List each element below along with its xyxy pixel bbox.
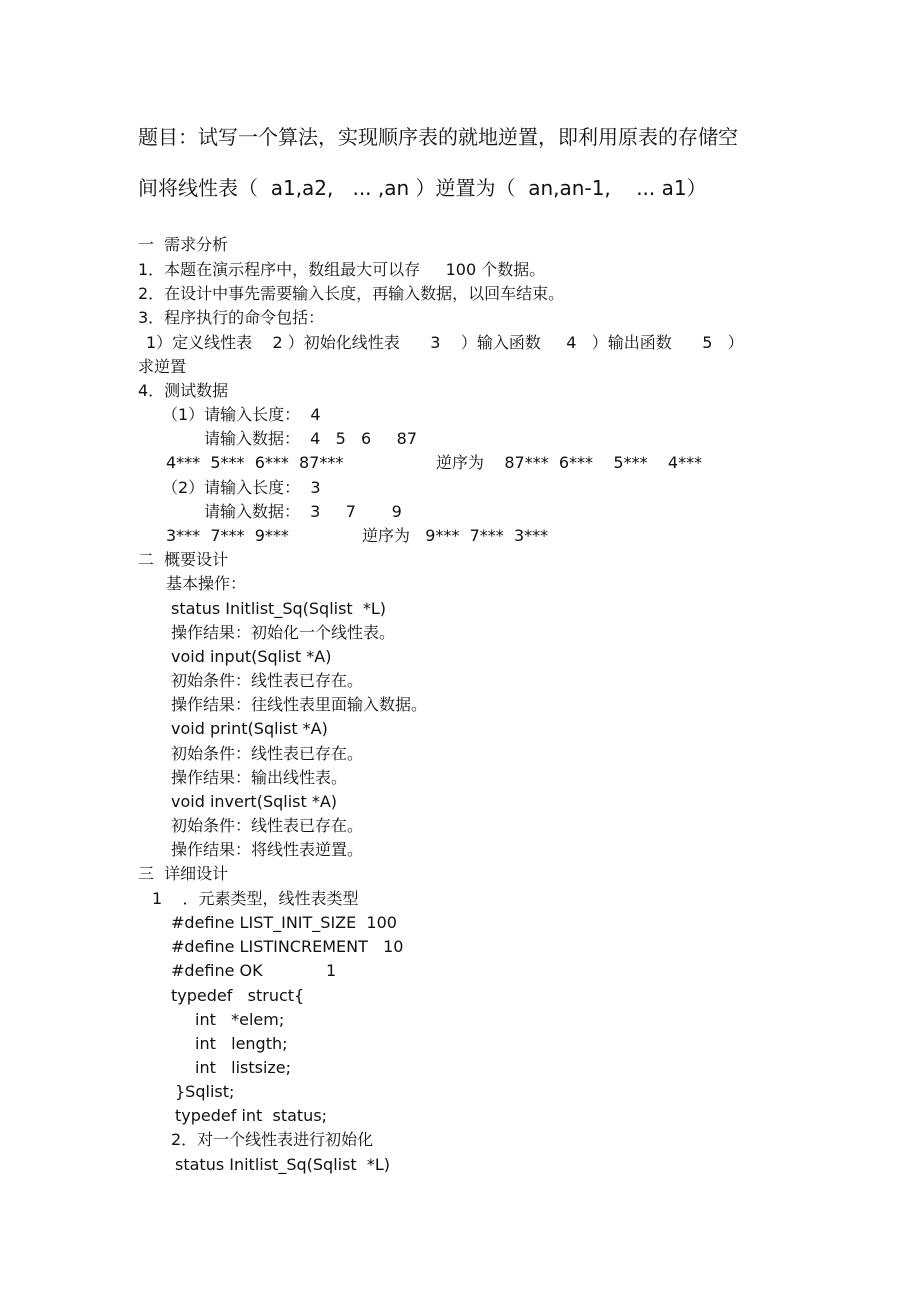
code-field-elem: int *elem; [195, 1010, 285, 1029]
code-typedef-close: }Sqlist; [175, 1082, 235, 1101]
code-define-ok: #define OK [171, 961, 263, 980]
basic-operations-label: 基本操作： [166, 574, 247, 593]
operation-line: 初始条件：线性表已存在。 [171, 816, 364, 835]
operation-line: 初始条件：线性表已存在。 [171, 744, 364, 763]
test1-output-reversed: 逆序为 87*** 6*** 5*** 4*** [436, 453, 703, 472]
subsection-2: 2．对一个线性表进行初始化 [171, 1130, 374, 1149]
operation-line: 初始条件：线性表已存在。 [171, 671, 364, 690]
command-list: 1）定义线性表 2 ）初始化线性表 3 ）输入函数 4 ）输出函数 5 ） [146, 333, 744, 352]
operation-line: 操作结果：输出线性表。 [171, 768, 348, 787]
title-line-2: 间将线性表（ a1,a2, ... ,an ）逆置为（ an,an-1, ... a1） [138, 176, 707, 200]
code-define-list-increment: #define LISTINCREMENT 10 [171, 937, 404, 956]
operation-line: status Initlist_Sq(Sqlist *L) [171, 599, 387, 618]
code-typedef-status: typedef int status; [175, 1106, 328, 1125]
test1-length: （1）请输入长度： 4 [162, 405, 321, 424]
code-typedef-open: typedef struct{ [171, 986, 305, 1005]
section-heading-requirements: 一 需求分析 [138, 235, 229, 254]
test2-output-original: 3*** 7*** 9*** [166, 526, 289, 545]
code-field-length: int length; [195, 1034, 288, 1053]
code-field-listsize: int listsize; [195, 1058, 292, 1077]
operation-line: void input(Sqlist *A) [171, 647, 332, 666]
section-heading-overview: 二 概要设计 [138, 550, 229, 569]
subsection-1: 1 ．元素类型，线性表类型 [152, 889, 359, 908]
code-define-ok-value: 1 [326, 961, 337, 980]
requirement-item-3: 3．程序执行的命令包括： [138, 308, 325, 327]
test1-data: 请输入数据： 4 5 6 87 [204, 429, 418, 448]
requirement-item-4: 4．测试数据 [138, 381, 229, 400]
test2-data: 请输入数据： 3 7 9 [204, 502, 402, 521]
test2-length: （2）请输入长度： 3 [162, 478, 321, 497]
operation-line: void invert(Sqlist *A) [171, 792, 338, 811]
requirement-item-2: 2．在设计中事先需要输入长度，再输入数据，以回车结束。 [138, 284, 565, 303]
code-init-signature: status Initlist_Sq(Sqlist *L) [175, 1155, 391, 1174]
operation-line: 操作结果：将线性表逆置。 [171, 840, 364, 859]
section-heading-detailed-design: 三 详细设计 [138, 864, 229, 883]
operation-line: 操作结果：初始化一个线性表。 [171, 623, 396, 642]
code-define-list-init-size: #define LIST_INIT_SIZE 100 [171, 913, 397, 932]
test1-output-original: 4*** 5*** 6*** 87*** [166, 453, 344, 472]
operation-line: 操作结果：往线性表里面输入数据。 [171, 695, 428, 714]
command-list-continued: 求逆置 [138, 357, 187, 376]
title-line-1: 题目：试写一个算法，实现顺序表的就地逆置，即利用原表的存储空 [138, 125, 738, 149]
requirement-item-1: 1．本题在演示程序中，数组最大可以存 100 个数据。 [138, 260, 546, 279]
operation-line: void print(Sqlist *A) [171, 719, 328, 738]
test2-output-reversed: 逆序为 9*** 7*** 3*** [362, 526, 549, 545]
